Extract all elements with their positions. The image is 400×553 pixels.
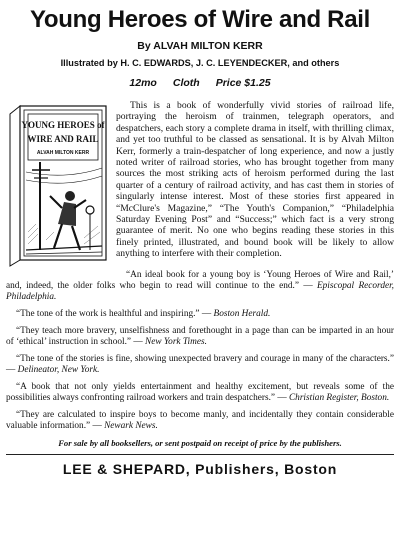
author-byline: By ALVAH MILTON KERR	[137, 40, 263, 52]
review-source: New York Times.	[145, 336, 207, 347]
review-source: Christian Register, Boston.	[288, 392, 390, 403]
book-cover-drawing	[6, 100, 108, 268]
advertisement-page	[6, 0, 394, 477]
publisher-name: LEE & SHEPARD, Publishers, Boston	[62, 460, 338, 477]
cover-title-line2: WIRE AND RAIL	[27, 134, 99, 144]
review-quote: “The tone of the stories is fine, showing unexpected bravery and courage in many of the characters.” — Delineator, New York.	[6, 353, 394, 375]
book-size: 12mo	[129, 77, 157, 89]
cover-author: ALVAH MILTON KERR	[36, 150, 90, 156]
review-source: Boston Herald.	[213, 308, 271, 319]
review-quote: “The tone of the work is healthful and inspiring.” — Boston Herald.	[16, 308, 271, 319]
cover-title-line1: YOUNG HEROES of	[21, 120, 105, 130]
review-quotes	[6, 270, 394, 432]
book-title: Young Heroes of Wire and Rail	[29, 6, 370, 33]
review-quote: “A book that not only yields entertainment and healthy excitement, but reveals some of the possibilities always confronting railroad workers and train despatchers.” — Christian Register, Boston.	[6, 381, 394, 403]
illustrators-line: Illustrated by H. C. EDWARDS, J. C. LEYENDECKER, and others	[60, 58, 340, 68]
review-quote: “An ideal book for a young boy is ‘Young Heroes of Wire and Rail,’ and, indeed, the older folks who begin to read will continue to the end.” — Episcopal Recorder, Philadelphia.	[6, 269, 395, 302]
review-source: Delineator, New York.	[17, 364, 100, 375]
divider	[6, 454, 394, 455]
review-quote: “They are calculated to inspire boys to become manly, and incidentally they contain considerable valuable information.” — Newark News.	[6, 409, 394, 431]
book-cover-illustration	[6, 100, 108, 268]
intro-section	[6, 100, 394, 260]
review-quote: “They teach more bravery, unselfishness and forethought in a page than can be imparted in an hour of ‘ethical’ instruction in school.” — New York Times.	[6, 325, 394, 347]
book-price: Price $1.25	[215, 77, 271, 89]
review-source: Episcopal Recorder, Philadelphia.	[6, 280, 395, 302]
sales-note: For sale by all booksellers, or sent postpaid on receipt of price by the publishers.	[58, 437, 342, 448]
book-description: This is a book of wonderfully vivid stories of railroad life, portraying the heroism of trainmen, telegraph operators, and despatchers, each story a complete drama in itself, with thrilling climax, and yet too truthful to be classed as sensational. It is by Alvah Milton Kerr, formerly a train-despatcher of long experience, and now a justly noted writer of railroad stories, who has brought together from many sources the most striking acts of heroism performed during the last quarter of a century of railroad activity, and has cast them in stories of singularly intense interest. Most of these stories first appeared in “McClure's Magazine,” “The Youth's Companion,” “Philadelphia Saturday Evening Post” and “Success;” which fact is a very strong guarantee of merit. No one who begins reading these stories in this finely printed, illustrated, and bound book will be likely to allow anything to interfere with their completion.	[116, 100, 394, 260]
book-specs	[6, 77, 394, 90]
review-source: Newark News.	[104, 420, 158, 431]
book-binding: Cloth	[172, 77, 200, 89]
